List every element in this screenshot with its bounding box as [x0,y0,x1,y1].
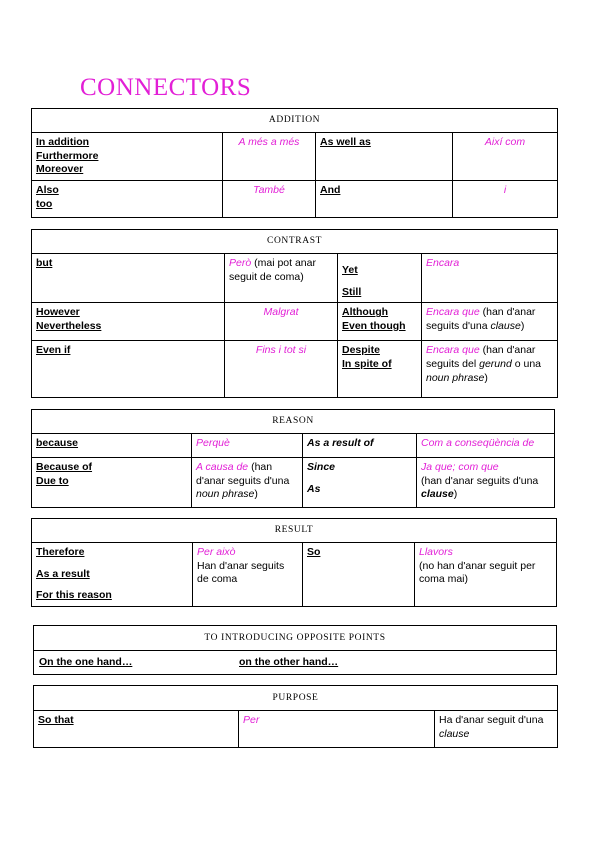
opposite-points-cell [34,651,557,675]
contrast-ca-cell: Encara [422,254,558,303]
contrast-header: CONTRAST [32,230,558,254]
contrast-ca-cell: Però (mai pot anar seguit de coma) [225,254,338,303]
reason-en-cell: because [32,434,192,458]
reason-ca-cell: Com a conseqüència de [417,434,555,458]
contrast-en-cell: but [32,254,225,303]
opposite-points-table [33,625,557,675]
opposite-left: On the one hand… [39,655,133,668]
addition-ca-cell: Així com [453,133,558,181]
reason-en-cell: Because of Due to [32,458,192,508]
result-ca-cell: Llavors (no han d'anar seguit per coma mai) [415,543,557,607]
contrast-en-cell: However Nevertheless [32,303,225,341]
purpose-ca-cell: Per [239,711,435,748]
purpose-header: PURPOSE [34,686,558,711]
contrast-ca-cell: Encara que (han d'anar seguits d'una clause) [422,303,558,341]
addition-en-cell: Also too [32,181,223,218]
purpose-note-cell: Ha d'anar seguit d'una clause [435,711,558,748]
contrast-ca-cell: Fins i tot si [225,341,338,398]
reason-table [31,409,555,508]
page-title: CONNECTORS [80,74,252,101]
contrast-ca-cell: Encara que (han d'anar seguits del gerund o una noun phrase) [422,341,558,398]
addition-header: ADDITION [32,109,558,133]
reason-ca-cell: A causa de (han d'anar seguits d'una noun phrase) [192,458,303,508]
purpose-table [33,685,558,748]
addition-ca-cell: També [223,181,316,218]
contrast-en-cell: Despite In spite of [338,341,422,398]
opposite-points-header: TO INTRODUCING OPPOSITE POINTS [34,626,557,651]
contrast-table [31,229,558,398]
addition-en-cell: And [316,181,453,218]
addition-ca-cell: i [453,181,558,218]
reason-en-cell: Since As [303,458,417,508]
addition-en-cell: In addition Furthermore Moreover [32,133,223,181]
opposite-right: on the other hand… [239,655,339,668]
contrast-en-cell: Although Even though [338,303,422,341]
addition-ca-cell: A més a més [223,133,316,181]
result-en-cell: Therefore As a result For this reason [32,543,193,607]
addition-en-cell: As well as [316,133,453,181]
result-table [31,518,557,607]
reason-en-cell: As a result of [303,434,417,458]
purpose-en-cell: So that [34,711,239,748]
result-en-cell: So [303,543,415,607]
contrast-en-cell: Yet Still [338,254,422,303]
reason-ca-cell: Ja que; com que (han d'anar seguits d'una clause) [417,458,555,508]
result-ca-cell: Per això Han d'anar seguits de coma [193,543,303,607]
addition-table [31,108,558,218]
reason-header: REASON [32,410,555,434]
result-header: RESULT [32,519,557,543]
reason-ca-cell: Perquè [192,434,303,458]
contrast-ca-cell: Malgrat [225,303,338,341]
contrast-en-cell: Even if [32,341,225,398]
